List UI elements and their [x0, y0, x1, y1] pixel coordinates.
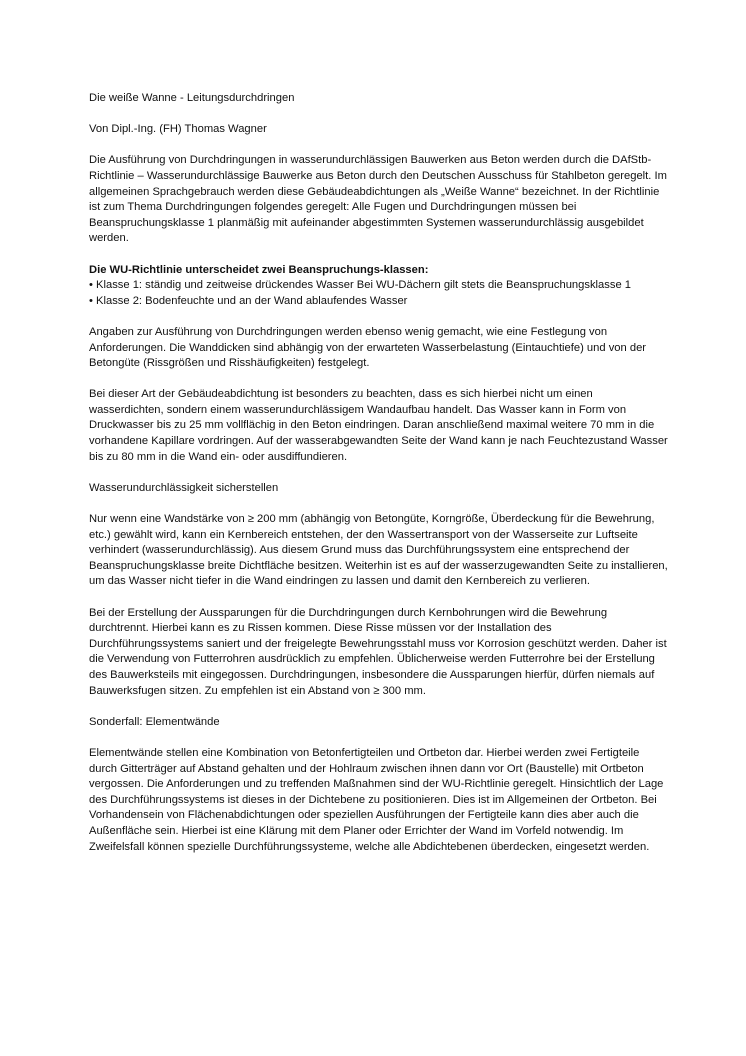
document-title: Die weiße Wanne - Leitungsdurchdringen: [89, 92, 295, 104]
class-1-item: • Klasse 1: ständig und zeitweise drückendes Wasser Bei WU-Dächern gilt stets die Beanspruchungsklasse 1: [89, 279, 632, 292]
document-page: [89, 91, 669, 871]
intro-paragraph: Die Ausführung von Durchdringungen in wasserundurchlässigen Bauwerken aus Beton werden durch die DAfStb-Richtlinie – Wasserundurchlässige Bauwerke aus Beton durch den Deutschen Ausschuss für Stahlbeton geregelt. Im allgemeinen Sprachgebrauch werden diese Gebäudeabdichtungen als „Weiße Wanne“ bezeichnet. In der Richtlinie ist zum Thema Durchdringungen folgendes geregelt: Alle Fugen und Durchdringungen müssen bei Beanspruchungsklasse 1 planmäßig mit aufeinander abgestimmten Systemen wasserundurchlässig ausgebildet werden.: [89, 154, 667, 245]
note-paragraph: Bei dieser Art der Gebäudeabdichtung ist besonders zu beachten, dass es sich hierbei nicht um einen wasserdichten, sondern einem wasserundurchlässigem Wandaufbau handelt. Das Wasser kann in Form von Druckwasser bis zu 25 mm vollflächig in den Beton eindringen. Daran anschließend maximal weitere 70 mm in die vorhandene Kapillare vordringen. Auf der wasserabgewandten Seite der Wand kann je nach Feuchtezustand Wasser bis zu 80 mm in die Wand ein- oder ausdiffundieren.: [89, 388, 668, 463]
element-walls-paragraph: Elementwände stellen eine Kombination von Betonfertigteilen und Ortbeton dar. Hierbei werden zwei Fertigteile durch Gitterträger auf Abstand gehalten und der Hohlraum zwischen ihnen dann vor Ort (Baustelle) mit Ortbeton vergossen. Die Anforderungen und zu treffenden Maßnahmen sind der WU-Richtlinie geregelt. Hinsichtlich der Lage des Durchführungssystems ist dieses in der Dichtebene zu positionieren. Dies ist im Allgemeinen der Ortbeton. Bei Vorhandensein von Flächenabdichtungen oder speziellen Ausführungen der Fertigteile kann dies aber auch die Außenfläche sein. Hierbei ist eine Klärung mit dem Planer oder Errichter der Wand im Vorfeld notwendig. Im Zweifelsfall können spezielle Durchführungssysteme, welche alle Abdichtebenen überdecken, eingesetzt werden.: [89, 746, 664, 853]
classes-heading: Die WU-Richtlinie unterscheidet zwei Beanspruchungs-klassen:: [89, 263, 429, 276]
watertightness-paragraph-1: Nur wenn eine Wandstärke von ≥ 200 mm (abhängig von Betongüte, Korngröße, Überdeckung für die Bewehrung, etc.) gewählt wird, kann ein Kernbereich entstehen, der den Wassertransport von der Wasserseite zur Luftseite verhindert (wasserundurchlässig). Aus diesem Grund muss das Durchführungssystem eine entsprechend der Beanspruchungsklasse breite Dichtfläche besitzen. Weiterhin ist es auf der wasserzugewandten Seite zu installieren, um das Wasser nicht tiefer in die Wand eindringen zu lassen und damit den Kernbereich zu verlieren.: [89, 513, 668, 588]
requirements-paragraph: Angaben zur Ausführung von Durchdringungen werden ebenso wenig gemacht, wie eine Festlegung von Anforderungen. Die Wanddicken sind abhängig von der erwarteten Wasserbelastung (Eintauchtiefe) und von der Betongüte (Rissgrößen und Risshäufigkeiten) festgelegt.: [89, 325, 647, 370]
section-heading-element-walls: Sonderfall: Elementwände: [89, 715, 220, 728]
classes-block: [89, 263, 669, 310]
document-author: Von Dipl.-Ing. (FH) Thomas Wagner: [89, 123, 267, 136]
class-2-item: • Klasse 2: Bodenfeuchte und an der Wand ablaufendes Wasser: [89, 294, 408, 307]
section-heading-watertightness: Wasserundurchlässigkeit sicherstellen: [89, 481, 279, 494]
watertightness-paragraph-2: Bei der Erstellung der Aussparungen für die Durchdringungen durch Kernbohrungen wird die Bewehrung durchtrennt. Hierbei kann es zu Rissen kommen. Diese Risse müssen vor der Installation des Durchführungssystems saniert und der freigelegte Bewehrungsstahl muss vor Korrosion geschützt werden. Daher ist die Verwendung von Futterrohren ausdrücklich zu empfehlen. Üblicherweise werden Futterrohre bei der Erstellung des Bauwerksteils mit eingegossen. Durchdringungen, insbesondere die Aussparungen hierfür, dürfen niemals auf Bauwerksfugen sitzen. Zu empfehlen ist ein Abstand von ≥ 300 mm.: [89, 606, 667, 697]
